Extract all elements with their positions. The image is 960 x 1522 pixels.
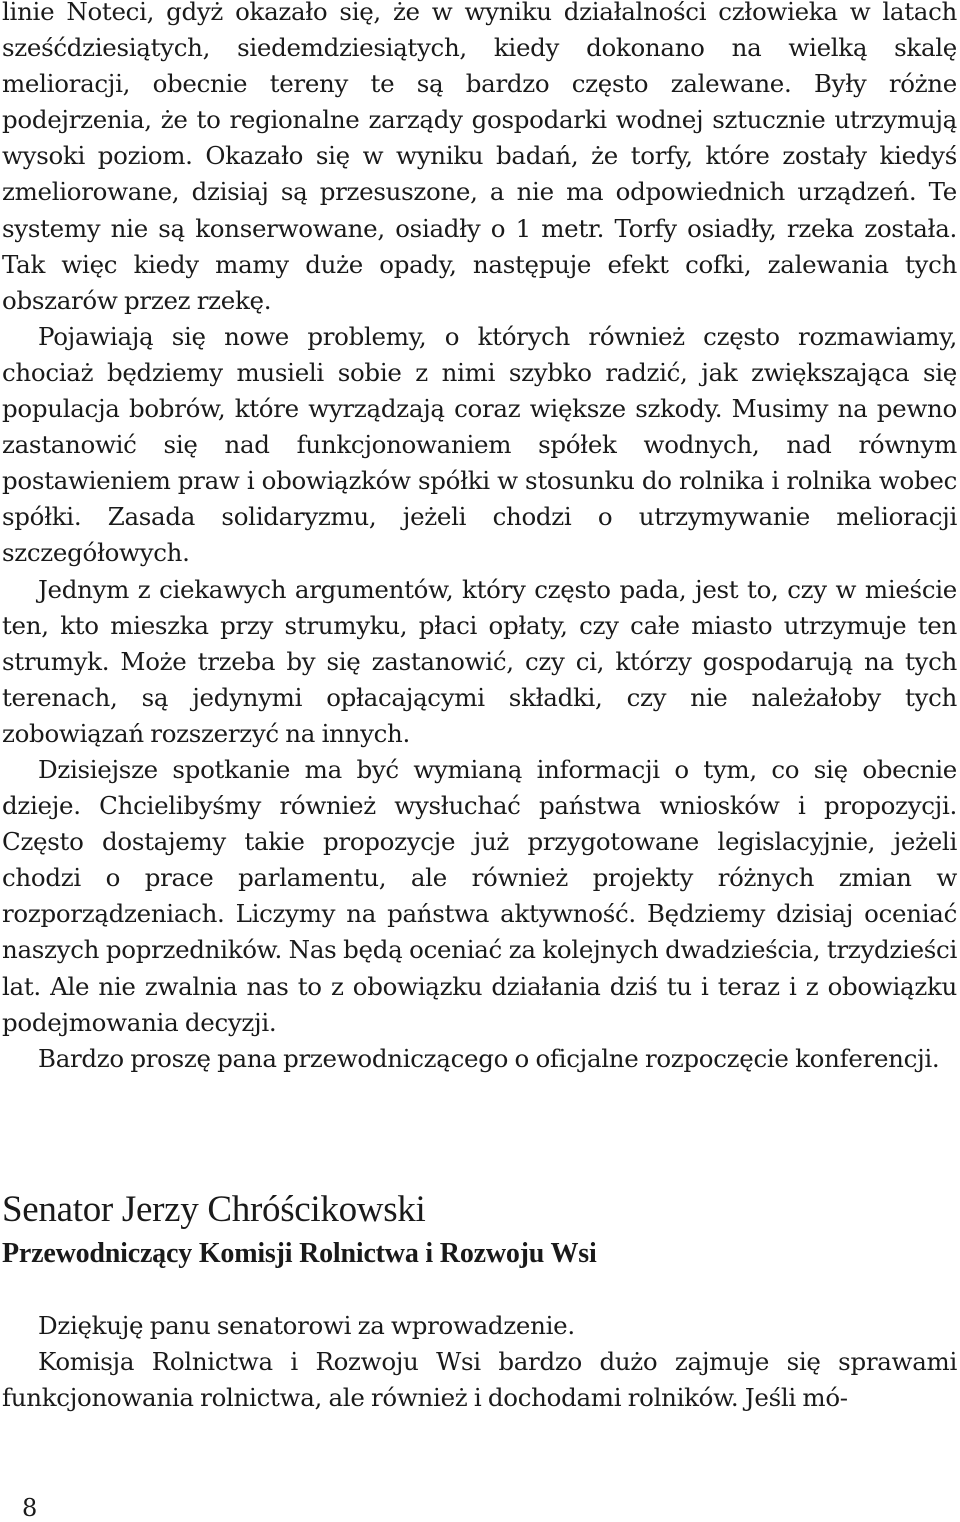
paragraph: Jednym z ciekawych argumentów, który często pada, jest to, czy w mieście ten, kto mieszka przy strumyku, płaci opłaty, czy całe miasto utrzymuje ten strumyk. Może trzeba by się zastanowić, czy ci, którzy gospodarują na tych terenach, są jedynymi opłacającymi składki, czy nie należałoby tych zobowiązań rozszerzyć na innych. — [2, 574, 957, 748]
text-section-after-speaker — [2, 1308, 957, 1416]
speaker-name-heading: Senator Jerzy Chróścikowski — [2, 1189, 426, 1230]
page-number: 8 — [22, 1494, 38, 1522]
paragraph: Dziękuję panu senatorowi za wprowadzenie. — [38, 1311, 575, 1340]
speaker-role-subheading: Przewodniczący Komisji Rolnictwa i Rozwoju Wsi — [2, 1238, 597, 1269]
paragraph: Komisja Rolnictwa i Rozwoju Wsi bardzo dużo zajmuje się sprawami funkcjonowania rolnictwa, ale również i dochodami rolników. Jeśli mó- — [2, 1347, 957, 1413]
paragraph-continuation: linie Noteci, gdyż okazało się, że w wyniku działalności człowieka w latach sześćdziesiątych, siedemdziesiątych, kiedy dokonano na wielką skalę melioracji, obecnie tereny te są bardzo często zalewane. Były różne podejrzenia, że to regionalne zarządy gospodarki wodnej sztucznie utrzymują wysoki poziom. Okazało się w wyniku badań, że torfy, które zostały kiedyś zmeliorowane, dzisiaj są przesuszone, a nie ma odpowiednich urządzeń. Te systemy nie są konserwowane, osiadły o 1 metr. Torfy osiadły, rzeka została. Tak więc kiedy mamy duże opady, następuje efekt cofki, zalewania tych obszarów przez rzekę. — [2, 0, 957, 315]
paragraph: Dzisiejsze spotkanie ma być wymianą informacji o tym, co się obecnie dzieje. Chcielibyśmy również wysłuchać państwa wniosków i propozycji. Często dostajemy takie propozycje już przygotowane legislacyjnie, jeżeli chodzi o prace parlamentu, ale również projekty różnych zmian w rozporządzeniach. Liczymy na państwa aktywność. Będziemy dzisiaj oceniać naszych poprzedników. Nas będą oceniać za kolejnych dwadzieścia, trzydzieści lat. Ale nie zwalnia nas to z obowiązku działania dziś tu i teraz i z obowiązku podejmowania decyzji. — [2, 754, 957, 1037]
text-section-before-speaker — [2, 0, 957, 1077]
paragraph: Pojawiają się nowe problemy, o których również często rozmawiamy, chociaż będziemy musieli sobie z nimi szybko radzić, jak zwiększająca się populacja bobrów, które wyrządzają coraz większe szkody. Musimy na pewno zastanowić się nad funkcjonowaniem spółek wodnych, nad równym postawieniem praw i obowiązków spółki w stosunku do rolnika i rolnika wobec spółki. Zasada solidaryzmu, jeżeli chodzi o utrzymywanie melioracji szczegółowych. — [2, 321, 957, 568]
paragraph: Bardzo proszę pana przewodniczącego o oficjalne rozpoczęcie konferencji. — [38, 1043, 940, 1073]
